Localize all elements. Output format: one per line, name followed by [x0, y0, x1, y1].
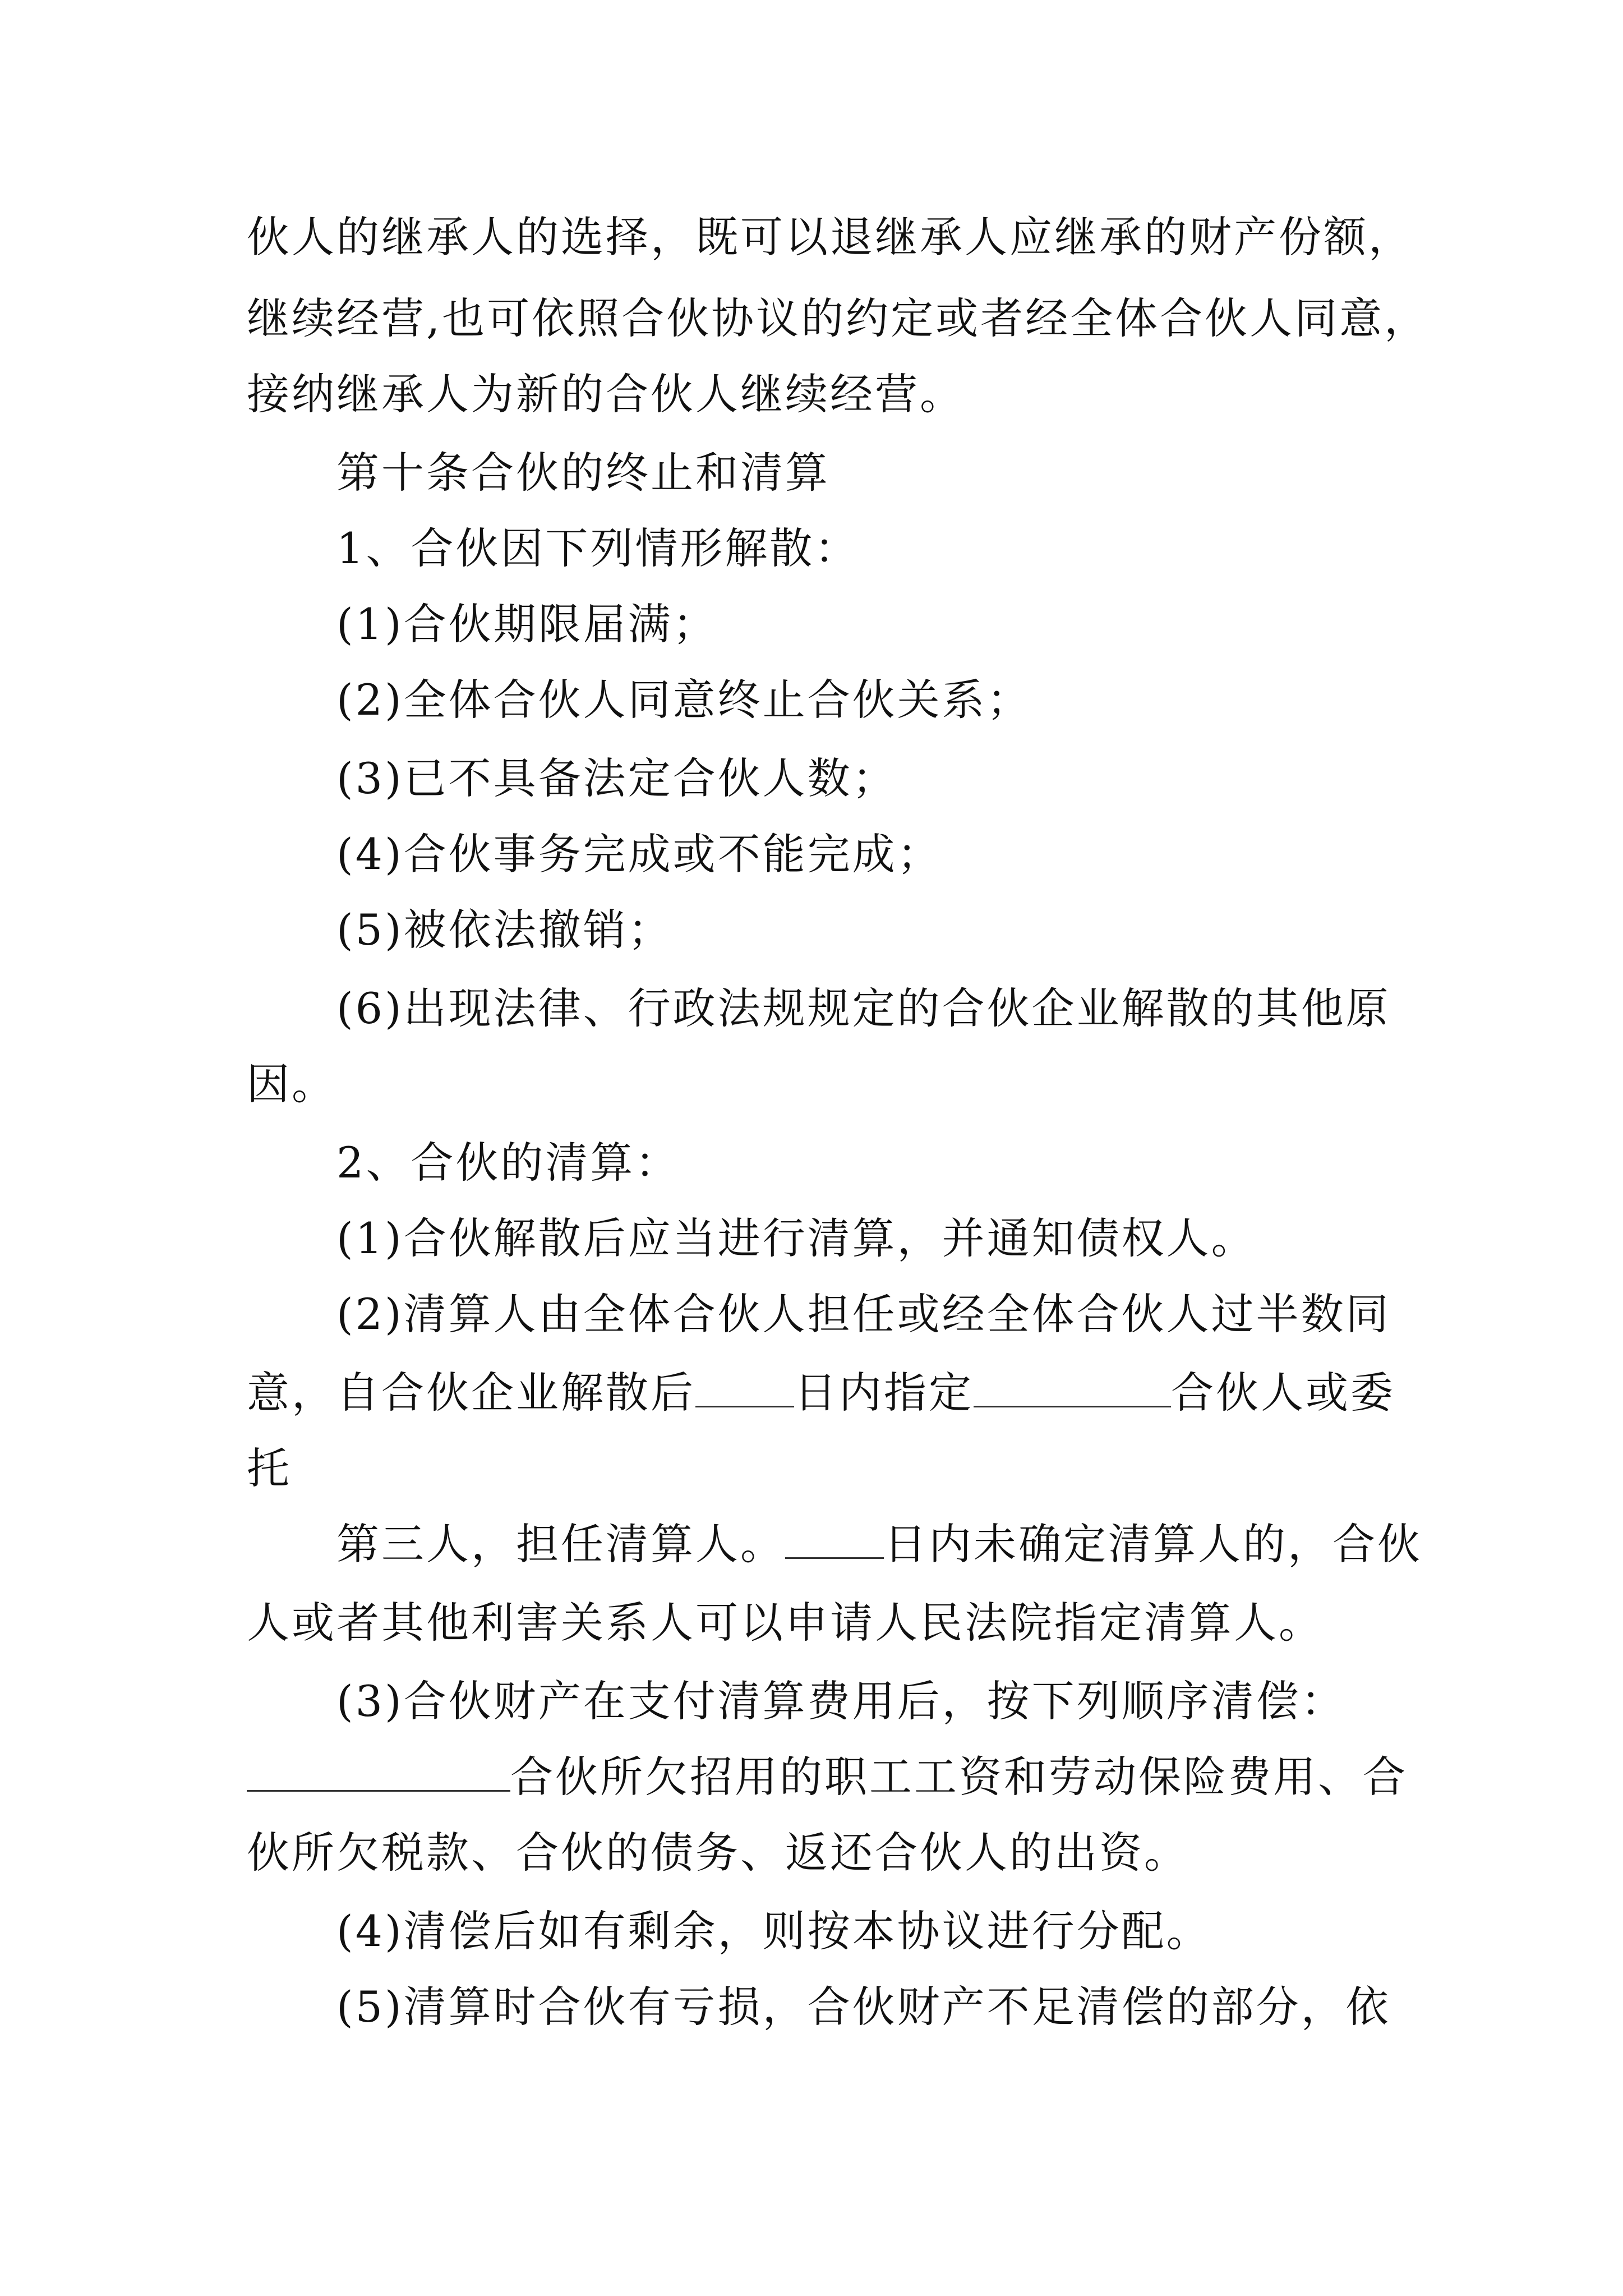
text-line-with-blanks — [247, 1750, 1408, 1804]
section-heading: 第十条合伙的终止和清算 — [336, 448, 830, 498]
text-line: 接纳继承人为新的合伙人继续经营。 — [247, 369, 965, 419]
fill-in-blank — [247, 1756, 510, 1792]
text-line: 继续经营,也可依照合伙协议的约定或者经全体合伙人同意， — [247, 293, 1430, 343]
text-line: 伙所欠税款、合伙的债务、返还合伙人的出资。 — [247, 1828, 1189, 1878]
text-line: 托 — [247, 1443, 292, 1493]
text-segment: 合伙所欠招用的职工工资和劳动保险费用、合 — [510, 1752, 1408, 1802]
list-item: (4)清偿后如有剩余，则按本协议进行分配。 — [336, 1906, 1211, 1956]
text-segment: 日内指定 — [794, 1368, 974, 1418]
fill-in-blank — [695, 1372, 794, 1407]
text-segment: 意，自合伙企业解散后 — [247, 1368, 695, 1418]
list-item: (6)出现法律、行政法规规定的合伙企业解散的其他原 — [336, 983, 1391, 1033]
list-item: (2)全体合伙人同意终止合伙关系； — [336, 675, 1032, 725]
text-segment: 合伙人或委 — [1171, 1368, 1395, 1418]
text-line-with-blanks — [336, 1517, 1422, 1571]
list-item: (4)合伙事务完成或不能完成； — [336, 829, 942, 879]
fill-in-blank — [785, 1524, 884, 1559]
text-segment: 日内未确定清算人的，合伙 — [884, 1519, 1422, 1569]
text-line: 伙人的继承人的选择，既可以退继承人应继承的财产份额， — [247, 212, 1413, 262]
text-segment: 第三人，担任清算人。 — [336, 1519, 785, 1569]
list-item: (5)清算时合伙有亏损，合伙财产不足清偿的部分，依 — [336, 1982, 1391, 2032]
list-item: (1)合伙解散后应当进行清算，并通知债权人。 — [336, 1213, 1256, 1263]
text-line: 人或者其他利害关系人可以申请人民法院指定清算人。 — [247, 1598, 1324, 1648]
list-item: (3)合伙财产在支付清算费用后，按下列顺序清偿： — [336, 1676, 1346, 1726]
text-line: 2、合伙的清算： — [336, 1138, 680, 1188]
list-item: (2)清算人由全体合伙人担任或经全体合伙人过半数同 — [336, 1289, 1391, 1339]
fill-in-blank — [974, 1372, 1171, 1407]
text-line: 因。 — [247, 1059, 336, 1109]
list-item: (5)被依法撤销； — [336, 905, 673, 955]
text-line: 1、合伙因下列情形解散： — [336, 523, 860, 573]
list-item: (1)合伙期限届满； — [336, 599, 718, 649]
list-item: (3)已不具备法定合伙人数； — [336, 753, 897, 803]
text-line-with-blanks — [247, 1366, 1395, 1420]
